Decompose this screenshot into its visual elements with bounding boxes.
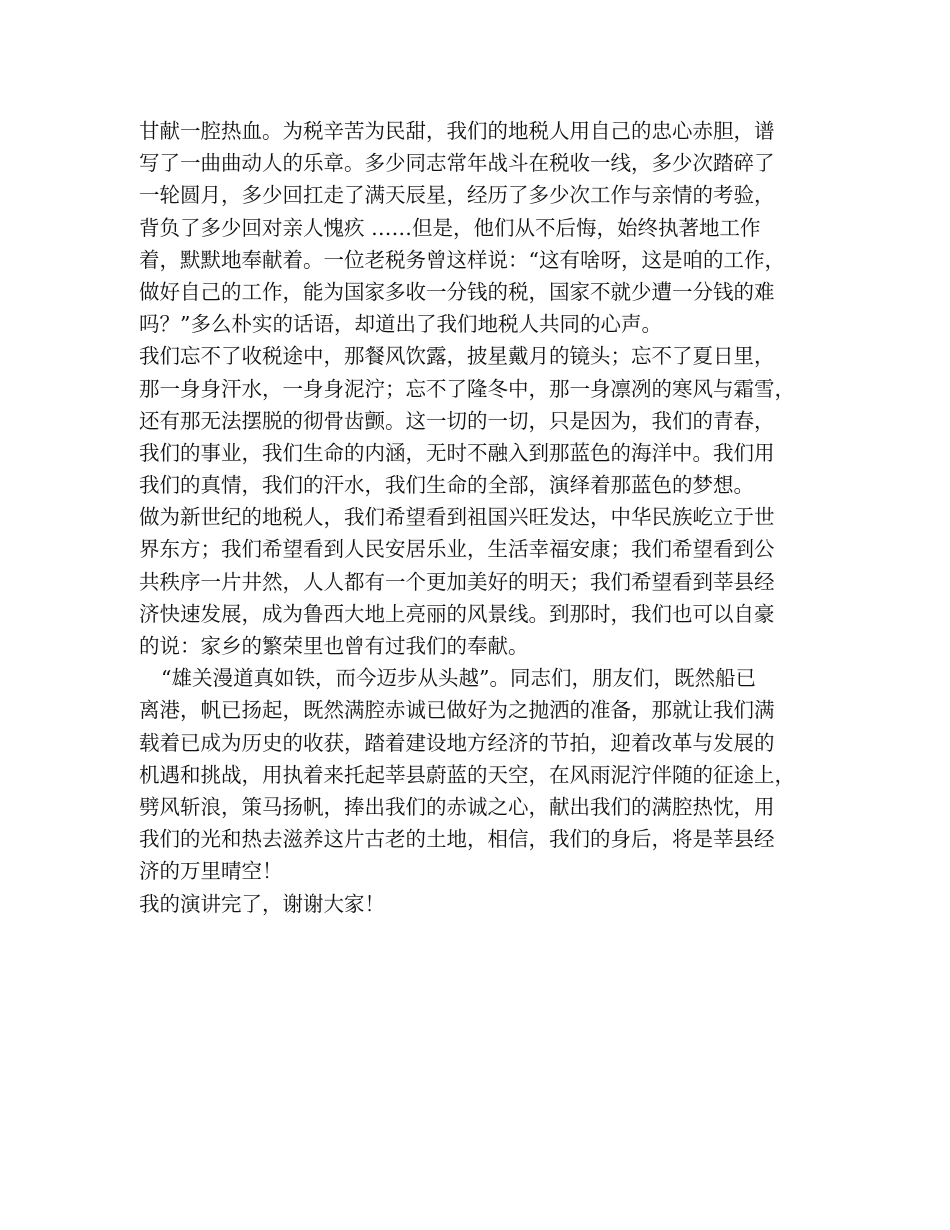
text-line: “雄关漫道真如铁，而今迈步从头越”。同志们，朋友们，既然船已 [161,666,756,691]
text-line: 吗？”多么朴实的话语，却道出了我们地税人共同的心声。 [139,312,662,337]
text-line: 着，默默地奉献着。一位老税务曾这样说：“这有啥呀，这是咱的工作， [139,247,785,272]
text-line: 机遇和挑战，用执着来托起莘县蔚蓝的天空，在风雨泥泞伴随的征途上， [139,762,795,787]
text-line: 我们忘不了收税途中，那餐风饮露，披星戴月的镜头；忘不了夏日里， [139,344,775,369]
text-line: 济快速发展，成为鲁西大地上亮丽的风景线。到那时，我们也可以自豪 [139,601,775,626]
text-line: 我的演讲完了，谢谢大家！ [139,891,385,916]
text-line: 一轮圆月，多少回扛走了满天辰星，经历了多少次工作与亲情的考验， [139,183,775,208]
text-line: 的说：家乡的繁荣里也曾有过我们的奉献。 [139,634,529,658]
text-line: 背负了多少回对亲人愧疚 ……但是，他们从不后悔，始终执著地工作 [139,215,761,240]
text-line: 共秩序一片井然，人人都有一个更加美好的明天；我们希望看到莘县经 [139,569,775,594]
text-line: 那一身身汗水，一身身泥泞；忘不了隆冬中，那一身凛冽的寒风与霜雪， [139,376,795,401]
text-line: 劈风斩浪，策马扬帆，捧出我们的赤诚之心，献出我们的满腔热忱，用 [139,794,775,819]
text-line: 做好自己的工作，能为国家多收一分钱的税，国家不就少遭一分钱的难 [139,279,775,304]
text-line: 载着已成为历史的收获，踏着建设地方经济的节拍，迎着改革与发展的 [139,730,775,755]
text-line: 我们的光和热去滋养这片古老的土地，相信，我们的身后，将是莘县经 [139,827,775,852]
text-line: 我们的事业，我们生命的内涵，无时不融入到那蓝色的海洋中。我们用 [139,440,775,465]
text-line: 写了一曲曲动人的乐章。多少同志常年战斗在税收一线，多少次踏碎了 [139,151,775,176]
text-line: 做为新世纪的地税人，我们希望看到祖国兴旺发达，中华民族屹立于世 [139,505,775,530]
text-line: 我们的真情，我们的汗水，我们生命的全部，演绎着那蓝色的梦想。 [139,473,754,498]
text-line: 甘献一腔热血。为税辛苦为民甜，我们的地税人用自己的忠心赤胆，谱 [139,119,775,143]
text-line: 还有那无法摆脱的彻骨齿颤。这一切的一切，只是因为，我们的青春， [139,408,775,433]
speech-text [139,115,829,920]
text-line: 济的万里晴空！ [139,859,283,884]
text-line: 界东方；我们希望看到人民安居乐业，生活幸福安康；我们希望看到公 [139,537,775,562]
text-line: 离港，帆已扬起，既然满腔赤诚已做好为之抛洒的准备，那就让我们满 [139,698,775,723]
